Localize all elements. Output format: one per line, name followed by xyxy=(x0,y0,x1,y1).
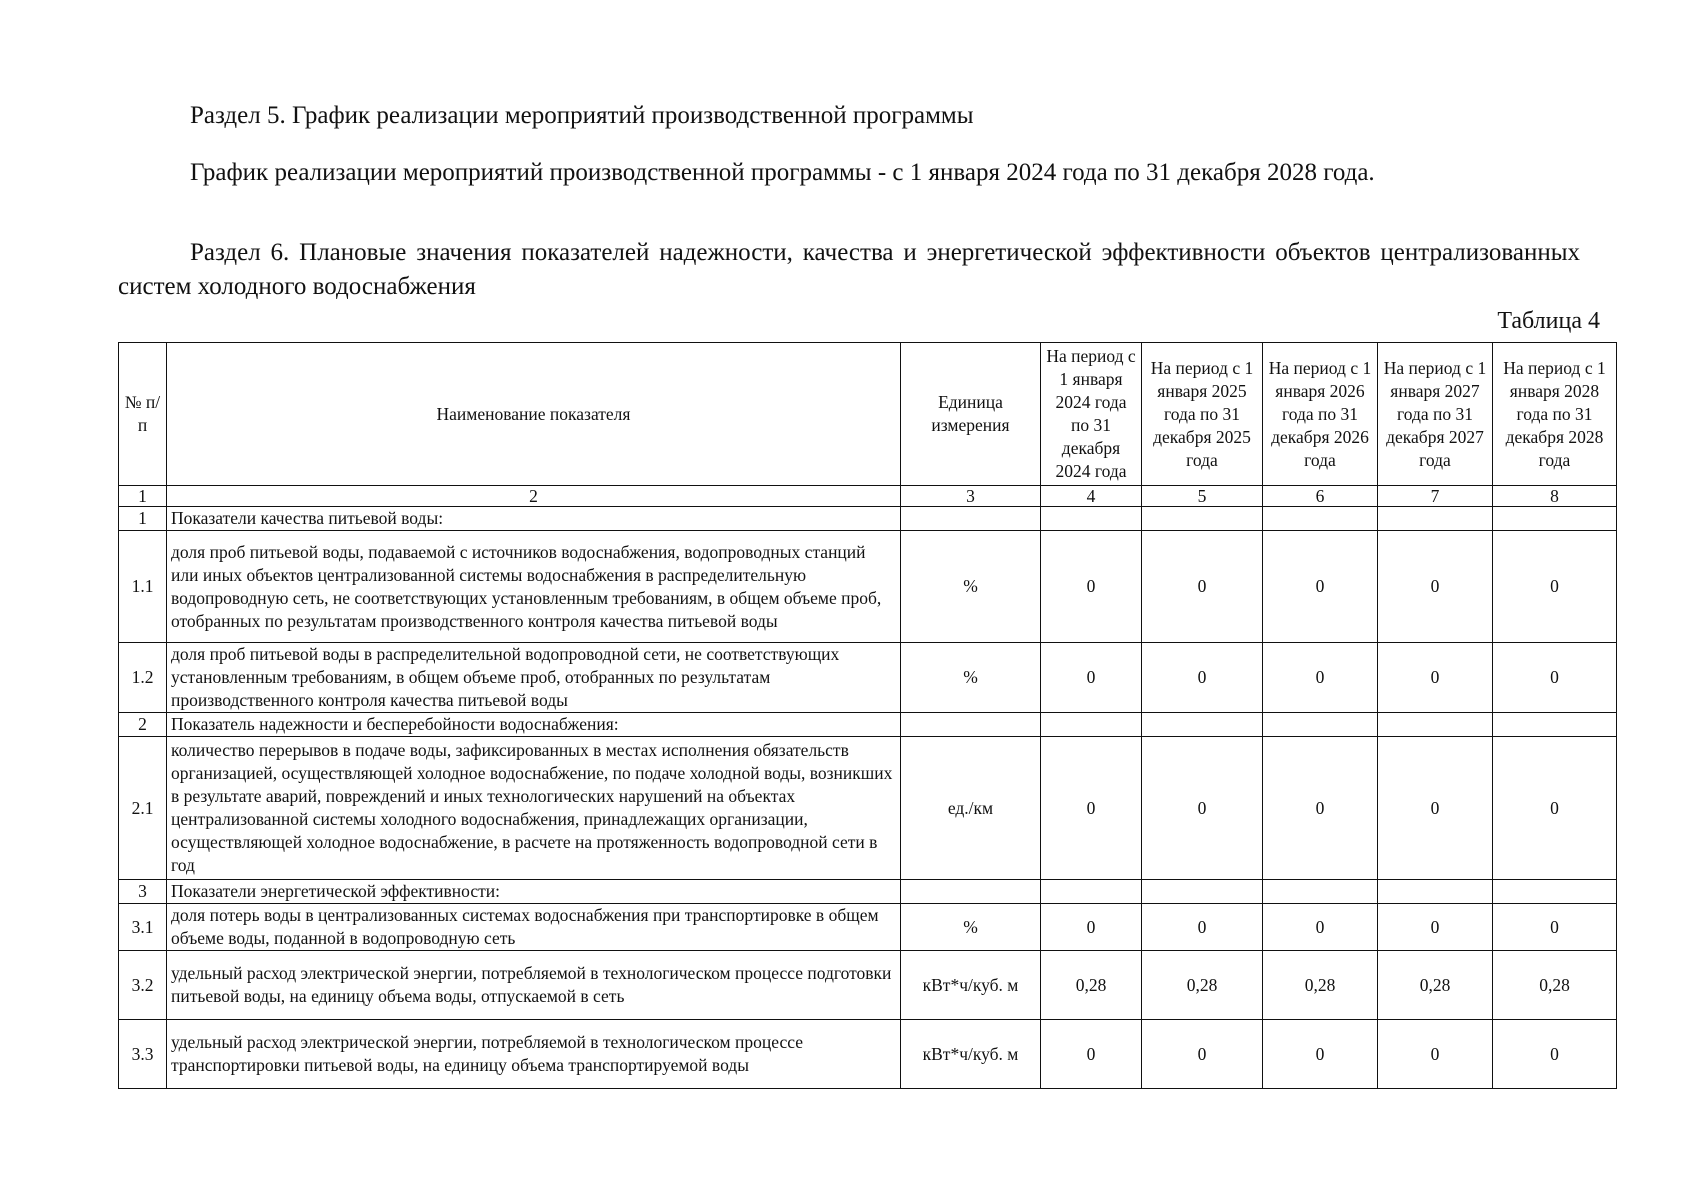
header-period-2025: На период с 1 января 2025 года по 31 декабря 2025 года xyxy=(1142,343,1263,486)
table-row xyxy=(119,904,1617,951)
header-row xyxy=(119,343,1617,486)
table-row xyxy=(119,531,1617,643)
row-number: 2.1 xyxy=(119,737,167,880)
indicator-value: 0 xyxy=(1041,904,1142,951)
indicator-value: 0 xyxy=(1142,1020,1263,1089)
indicator-value: 0 xyxy=(1493,531,1617,643)
row-number: 1.2 xyxy=(119,643,167,713)
indicator-name: удельный расход электрической энергии, потребляемой в технологическом процессе подготовки питьевой воды, на единицу объема воды, отпускаемой в сеть xyxy=(167,951,901,1020)
indicator-value: 0 xyxy=(1142,643,1263,713)
indicator-value xyxy=(1041,880,1142,904)
indicator-unit: % xyxy=(901,904,1041,951)
indicator-unit xyxy=(901,507,1041,531)
header-period-2027: На период с 1 января 2027 года по 31 декабря 2027 года xyxy=(1378,343,1493,486)
indicator-unit xyxy=(901,880,1041,904)
indicator-value: 0 xyxy=(1378,643,1493,713)
indicator-value: 0 xyxy=(1493,1020,1617,1089)
indicator-name: количество перерывов в подаче воды, зафиксированных в местах исполнения обязательств организацией, осуществляющей холодное водоснабжение, по подаче холодной воды, возникших в результате аварий, повреждений и иных технологических нарушений на объектах централизованной системы холодного водоснабжения, принадлежащих организации, осуществляющей холодное водоснабжение, в расчете на протяженность водопроводной сети в год xyxy=(167,737,901,880)
indicator-value: 0 xyxy=(1263,737,1378,880)
row-number: 3.2 xyxy=(119,951,167,1020)
indicator-value xyxy=(1041,507,1142,531)
indicator-value xyxy=(1142,880,1263,904)
indicator-value: 0 xyxy=(1263,1020,1378,1089)
section5-title: Раздел 5. График реализации мероприятий производственной программы xyxy=(190,102,974,129)
indicator-value: 0 xyxy=(1378,1020,1493,1089)
indicator-value: 0,28 xyxy=(1263,951,1378,1020)
indicator-name: Показатель надежности и бесперебойности водоснабжения: xyxy=(167,713,901,737)
header-period-2028: На период с 1 января 2028 года по 31 декабря 2028 года xyxy=(1493,343,1617,486)
table-row xyxy=(119,713,1617,737)
indicator-value xyxy=(1493,713,1617,737)
column-number: 4 xyxy=(1041,486,1142,507)
table-row xyxy=(119,951,1617,1020)
column-number: 1 xyxy=(119,486,167,507)
indicator-value xyxy=(1378,713,1493,737)
indicator-value xyxy=(1378,507,1493,531)
indicator-value: 0,28 xyxy=(1493,951,1617,1020)
header-unit: Единица измерения xyxy=(901,343,1041,486)
indicator-value: 0,28 xyxy=(1041,951,1142,1020)
indicator-value: 0 xyxy=(1493,904,1617,951)
column-number: 2 xyxy=(167,486,901,507)
indicator-value: 0 xyxy=(1041,643,1142,713)
row-number: 1 xyxy=(119,507,167,531)
indicator-value xyxy=(1041,713,1142,737)
section6-title: Раздел 6. Плановые значения показателей надежности, качества и энергетической эффективности объектов централизованных систем холодного водоснабжения xyxy=(118,239,1580,300)
column-number: 6 xyxy=(1263,486,1378,507)
table-row xyxy=(119,880,1617,904)
header-num: № п/п xyxy=(119,343,167,486)
column-number: 3 xyxy=(901,486,1041,507)
indicator-value: 0 xyxy=(1378,904,1493,951)
indicator-name: Показатели качества питьевой воды: xyxy=(167,507,901,531)
row-number: 3.1 xyxy=(119,904,167,951)
column-number: 7 xyxy=(1378,486,1493,507)
row-number: 3.3 xyxy=(119,1020,167,1089)
indicator-value: 0 xyxy=(1378,737,1493,880)
row-number: 1.1 xyxy=(119,531,167,643)
table-row xyxy=(119,507,1617,531)
indicator-unit: % xyxy=(901,643,1041,713)
indicator-unit xyxy=(901,713,1041,737)
column-number: 5 xyxy=(1142,486,1263,507)
indicator-value: 0 xyxy=(1142,737,1263,880)
table-label: Таблица 4 xyxy=(1497,308,1600,334)
indicator-value: 0 xyxy=(1142,904,1263,951)
indicator-value: 0,28 xyxy=(1142,951,1263,1020)
indicator-name: Показатели энергетической эффективности: xyxy=(167,880,901,904)
table-row xyxy=(119,1020,1617,1089)
column-number: 8 xyxy=(1493,486,1617,507)
indicator-unit: ед./км xyxy=(901,737,1041,880)
header-name: Наименование показателя xyxy=(167,343,901,486)
indicator-unit: кВт*ч/куб. м xyxy=(901,1020,1041,1089)
indicator-unit: кВт*ч/куб. м xyxy=(901,951,1041,1020)
indicator-unit: % xyxy=(901,531,1041,643)
indicator-value xyxy=(1142,507,1263,531)
header-period-2026: На период с 1 января 2026 года по 31 декабря 2026 года xyxy=(1263,343,1378,486)
indicator-value: 0 xyxy=(1378,531,1493,643)
indicator-value: 0 xyxy=(1041,737,1142,880)
indicator-value: 0 xyxy=(1041,1020,1142,1089)
indicator-value xyxy=(1263,880,1378,904)
indicator-name: доля потерь воды в централизованных системах водоснабжения при транспортировке в общем объеме воды, поданной в водопроводную сеть xyxy=(167,904,901,951)
row-number: 3 xyxy=(119,880,167,904)
indicator-value: 0 xyxy=(1263,643,1378,713)
indicator-name: удельный расход электрической энергии, потребляемой в технологическом процессе транспортировки питьевой воды, на единицу объема транспортируемой воды xyxy=(167,1020,901,1089)
indicator-value: 0,28 xyxy=(1378,951,1493,1020)
indicator-name: доля проб питьевой воды, подаваемой с источников водоснабжения, водопроводных станций или иных объектов централизованной системы водоснабжения в распределительную водопроводную сеть, не соответствующих установленным требованиям, в общем объеме проб, отобранных по результатам производственного контроля качества питьевой воды xyxy=(167,531,901,643)
column-number-row xyxy=(119,486,1617,507)
indicator-name: доля проб питьевой воды в распределительной водопроводной сети, не соответствующих установленным требованиям, в общем объеме проб, отобранных по результатам производственного контроля качества питьевой воды xyxy=(167,643,901,713)
indicator-value xyxy=(1378,880,1493,904)
indicator-value xyxy=(1263,713,1378,737)
indicator-value xyxy=(1493,880,1617,904)
indicator-value: 0 xyxy=(1493,737,1617,880)
indicator-value: 0 xyxy=(1142,531,1263,643)
indicators-table xyxy=(118,342,1617,1089)
indicator-value xyxy=(1493,507,1617,531)
row-number: 2 xyxy=(119,713,167,737)
indicator-value: 0 xyxy=(1041,531,1142,643)
indicator-value xyxy=(1142,713,1263,737)
indicator-value: 0 xyxy=(1493,643,1617,713)
table-row xyxy=(119,737,1617,880)
indicator-value xyxy=(1263,507,1378,531)
section5-text: График реализации мероприятий производственной программы - с 1 января 2024 года по 31 декабря 2028 года. xyxy=(190,159,1375,186)
header-period-2024: На период с 1 января 2024 года по 31 декабря 2024 года xyxy=(1041,343,1142,486)
table-row xyxy=(119,643,1617,713)
indicator-value: 0 xyxy=(1263,904,1378,951)
indicator-value: 0 xyxy=(1263,531,1378,643)
